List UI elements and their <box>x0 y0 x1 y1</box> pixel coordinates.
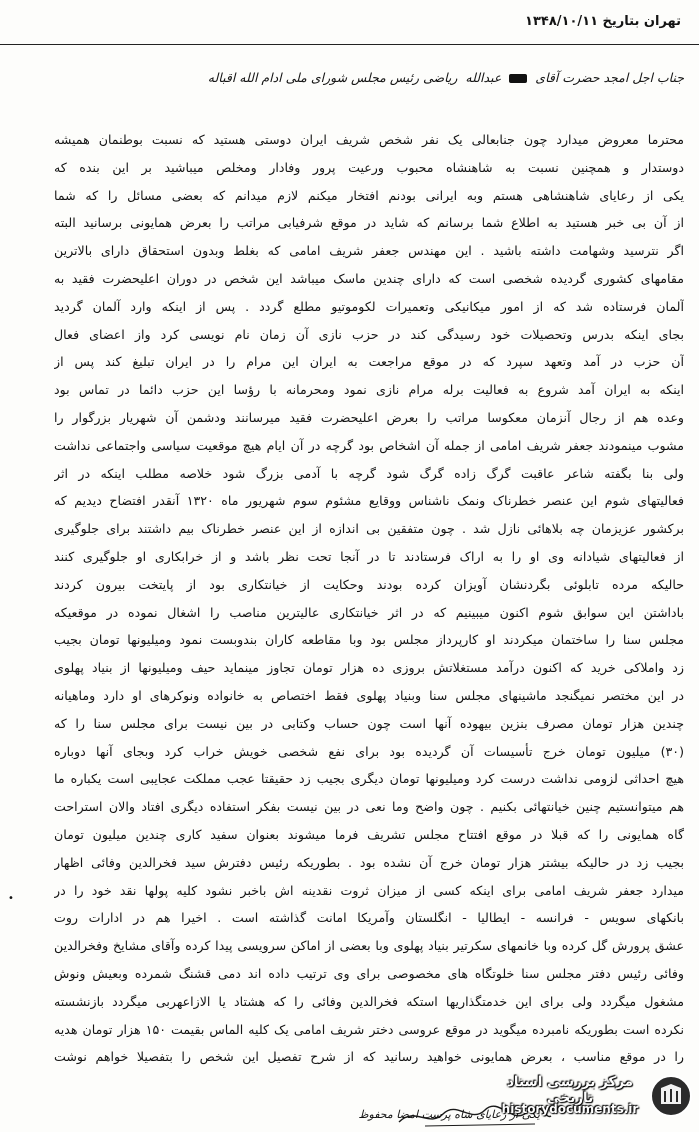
body-line: برکشور عزیزمان چه بلاهائی نازل شد . چون متفقین بی اندازه از این عنصر خطرناک بیم داشتند برای جلوگیری <box>54 521 684 537</box>
watermark <box>488 1068 693 1128</box>
archive-logo-icon <box>649 1074 693 1118</box>
body-line: وعده هم از رجال آنزمان معکوسا مراتب را بعرض اعلیحضرت فقید میرسانند ودشمن آن شهریار بزرگوار را <box>54 409 684 425</box>
address-rest: ریاضی رئیس مجلس شورای ملی ادام الله اقباله <box>207 70 458 85</box>
body-line: میدارد جعفر شریف امامی برای اینکه کسی از میزان ثروت نقدینه اش باخبر نشود کلیه پولها نقد خود را در <box>54 882 684 898</box>
body-line: زد واملاکی خرید که اکنون درآمد مستغلاتش بروزی ده هزار تومان تجاوز مینماید حیف ومیلیونها از بنیاد پهلوی <box>54 660 684 676</box>
body-line: اینکه به ایران آمد شروع به فعالیت برله مرام نازی نمود ومحرمانه با رؤسا این حزب دائما در تماس بود <box>54 382 684 398</box>
body-line: از فعالیتهای شیادانه وی او را به اراک فرستادند تا در آنجا تحت نظر باشد و از خرابکاری او جلوگیری کنند <box>54 548 684 564</box>
date-label: تهران بتاریخ ۱۳۴۸/۱۰/۱۱ <box>525 14 681 29</box>
body-line: آن حزب در آمد وتعهد سپرد که در موقع مراجعت به ایران این مرام را در ایران تبلیغ کند پس از <box>54 354 684 370</box>
body-line: بانکهای سویس - فرانسه - ایطالیا - انگلستان وآمریکا امانت گذاشته است . اخیرا هم در ادارات روت <box>54 910 684 926</box>
body-line: اگر نترسید وشهامت داشته باشید . این مهندس جعفر شریف امامی که بغلط وبدون استحقاق دارای بالاترین <box>54 243 684 259</box>
address-name: عبدالله <box>465 70 502 85</box>
body-line: نکرده است بطوریکه نامبرده میگوید در موقع عروسی دختر شریف امامی یک کلیه الماس بقیمت ۱۵۰ هزار تومان هدیه <box>54 1021 684 1037</box>
body-line: باداشتن این سوابق شوم اکنون میبینیم که در اثر خیانتکاری عالیترین مناصب را اشغال نموده در موقعیکه <box>54 604 684 620</box>
margin-mark: • <box>8 893 14 904</box>
body-line: از آن بی خبر هستید به اطلاع شما برسانم که شاید در موقع شرفیابی مراتب را بعرض همایونی برسانید البته <box>54 215 684 231</box>
body-line: مشوب مینمودند جعفر شریف امامی از جمله آن اشخاص بود گرچه در آن ایام هیچ موقعیت سیاسی واجتماعی نداشت <box>54 437 684 453</box>
body-line: هم میتوانستیم چنین خیانتهائی بکنیم . چون واضح وما نعی در بین نیست بفکر استفاده دیگری افتاد والان استراحت <box>54 799 684 815</box>
body-line: عشق پرورش گل کرده وبا خانمهای سکرتیر بنیاد پهلوی وبا بعضی از اماکن سرویسی پیدا کرده وآقای مشایخ وفخرالدین <box>54 938 684 954</box>
body-line: مقامهای کشوری گردیده شخصی است که دارای چندین ماسک میباشد این شخص در دوران اعلیحضرت فقید به <box>54 270 684 286</box>
address-title: جناب اجل امجد حضرت آقای <box>535 70 684 85</box>
body-line: آلمان فرستاده شد که از امور میکانیکی وتعمیرات لکوموتیو مطلع گردد . پس از اینکه وارد آلمان گردید <box>54 298 684 314</box>
body-line: حالیکه مرده تابلوئی بگردنشان آویزان کرده بودند وحکایت از خیانتکاری بود از پایتخت بیرون کردند <box>54 576 684 592</box>
body-line: دوستدار و همچنین نسبت به شاهنشاه محبوب ورعیت پرور وفادار ومخلص میباشید بر این بنده که <box>54 159 684 175</box>
redaction-mark <box>509 74 527 83</box>
body-line: مشغول میگردد ولی برای این خدمتگذاریها استکه فخرالدین وفائی را که هشتاد یا الازاعهربی میگردد بازنشسته <box>54 993 684 1009</box>
body-line: مجلس سنا را ساختمان میکردند او کارپرداز مجلس بود وبا مقاطعه کاران بندوبست نمود ومیلیونها تومان بجیب <box>54 632 684 648</box>
body-line: یکی از رعایای شاهنشاهی هستم وبه ایرانی بودنم افتخار میکنم لازم میدانم که بعضی مسائل را که شما <box>54 187 684 203</box>
header-divider <box>0 44 699 45</box>
watermark-url: historydocuments.ir <box>501 1102 639 1116</box>
letter-body <box>54 126 684 1071</box>
address-line <box>44 70 684 94</box>
body-line: محترما معروض میدارد چون جنابعالی یک نفر شخص شریف ایران دوستی هستید که نسبت بوطنمان همیشه <box>54 132 684 147</box>
body-line: در این مختصر نمیگنجد ماشینهای مجلس سنا وبنیاد پهلوی فقط اختصاص به خانواده ونوکرهای او دارد وماهیانه <box>54 687 684 703</box>
body-line: هیچ احداثی لزومی نداشت درست کرد ومیلیونها تومان دیگری بجیب زد حقیقتا عجب مملکت عجایبی است یکباره ما <box>54 771 684 787</box>
body-line: چندین هزار تومان مصرف بنزین بیهوده آنها است چون حساب وکتابی در بین نیست برای مجلس سنا را که <box>54 715 684 731</box>
body-line: را در موقع مناسب ، بعرض همایونی خواهید رسانید که از شرح تفصیل این شخص را بتفصیلا خواهم نوشت <box>54 1049 684 1065</box>
body-line: فعالیتهای شوم این عنصر خطرناک ونمک ناشناس ووقایع مشئوم سوم شهریور ماه ۱۳۲۰ آنقدر افتضاح دیدیم که <box>54 493 684 509</box>
body-line: بجای اینکه بدرس وتحصیلات خود رسیدگی کند در حزب نازی آن زمان نام نویسی کرد واز اعضای فعال <box>54 326 684 342</box>
watermark-title: مرکز بررسی اسناد تاریخی <box>507 1074 633 1106</box>
body-line: بجیب زد در حالیکه بیشتر هزار تومان خرج آن نشده بود . بطوریکه رئیس دفترش سید فخرالدین وفائی اظهار <box>54 854 684 870</box>
body-line: وفائی رئیس دفتر مجلس سنا خلوتگاه های مخصوصی برای وی ترتیب داده اند دمی قشنگ شمرده وبعیش ونوش <box>54 965 684 981</box>
signature-text: یکی از رعایای شاه پرست امضا محفوظ <box>358 1108 540 1121</box>
body-line: ولی بنا بگفته شاعر عاقبت گرگ زاده گرگ شود گرچه با آدمی بزرگ شود خلاصه مطلب اینکه در اثر <box>54 465 684 481</box>
body-line: (۳۰) میلیون تومان خرج تأسیسات آن گردیده بود برای نفع شخصی خویش خراب کرد وبجای آنها دوباره <box>54 743 684 759</box>
body-line: گاه همایونی را که قبلا در موقع افتتاح مجلس تشریف فرما میشوند بعنوان سفید کاری چندین میلیون تومان <box>54 826 684 842</box>
